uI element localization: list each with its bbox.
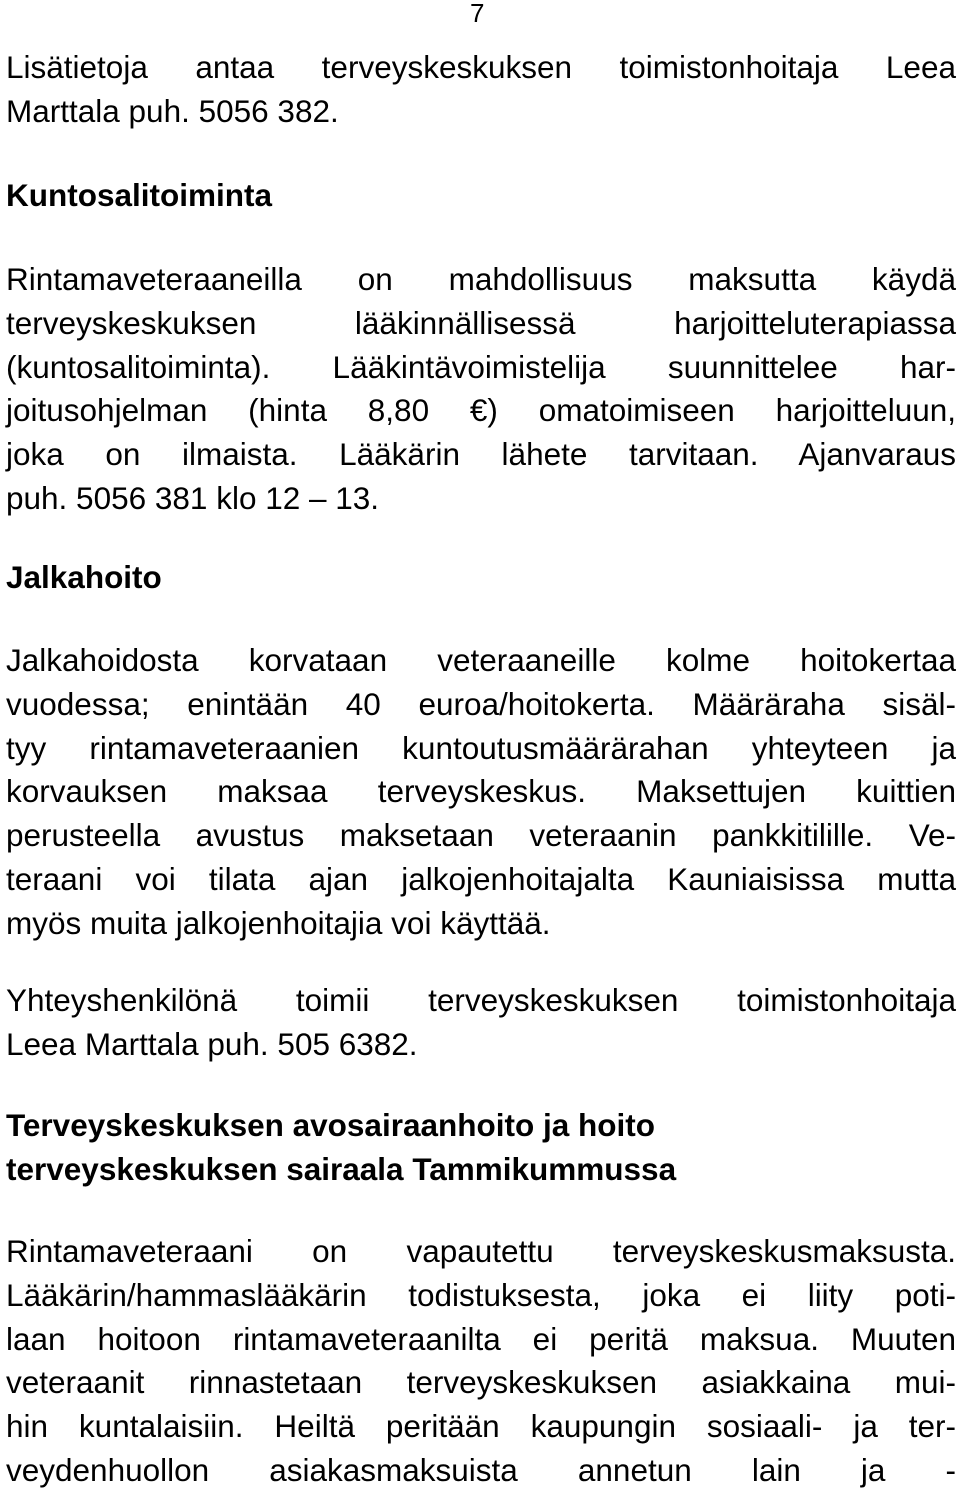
foot-care-line: tyy rintamaveteraanien kuntoutusmäärärahan yhteyteen ja xyxy=(6,729,956,766)
health-center-line: veteraanit rinnastetaan terveyskeskuksen asiakkaina mui- xyxy=(6,1364,956,1401)
foot-care-contact-line: Yhteyshenkilönä toimii terveyskeskuksen toimistonhoitaja xyxy=(6,982,956,1018)
gym-line: terveyskeskuksen lääkinnällisessä harjoitteluterapiassa xyxy=(6,304,956,341)
foot-care-line: vuodessa; enintään 40 euroa/hoitokerta. Määräraha sisäl- xyxy=(6,685,956,722)
foot-care-line: teraani voi tilata ajan jalkojenhoitajalta Kauniaisissa mutta xyxy=(6,860,956,897)
health-center-line: veydenhuollon asiakasmaksuista annetun lain ja - xyxy=(6,1451,956,1488)
intro-line: Marttala puh. 5056 382. xyxy=(6,92,339,129)
gym-line: joka on ilmaista. Lääkärin lähete tarvitaan. Ajanvaraus xyxy=(6,436,956,473)
health-center-heading-line: Terveyskeskuksen avosairaanhoito ja hoito xyxy=(6,1107,655,1143)
gym-paragraph xyxy=(6,258,956,521)
foot-care-line: korvauksen maksaa terveyskeskus. Maksettujen kuittien xyxy=(6,773,956,810)
gym-heading: Kuntosalitoiminta xyxy=(6,177,272,213)
health-center-line: Lääkärin/hammaslääkärin todistuksesta, joka ei liity poti- xyxy=(6,1276,956,1313)
gym-line: puh. 5056 381 klo 12 – 13. xyxy=(6,479,380,516)
foot-care-contact-paragraph xyxy=(6,979,956,1067)
page-number: 7 xyxy=(470,0,485,28)
foot-care-heading: Jalkahoito xyxy=(6,559,162,595)
health-center-paragraph xyxy=(6,1230,956,1493)
health-center-heading xyxy=(6,1104,676,1192)
intro-line: Lisätietoja antaa terveyskeskuksen toimistonhoitaja Leea xyxy=(6,49,956,85)
foot-care-line: Jalkahoidosta korvataan veteraaneille kolme hoitokertaa xyxy=(6,642,956,678)
health-center-line: Rintamaveteraani on vapautettu terveyskeskusmaksusta. xyxy=(6,1233,956,1269)
foot-care-paragraph xyxy=(6,639,956,946)
intro-paragraph xyxy=(6,46,956,134)
health-center-heading-line: terveyskeskuksen sairaala Tammikummussa xyxy=(6,1150,677,1187)
health-center-line: laan hoitoon rintamaveteraanilta ei peritä maksua. Muuten xyxy=(6,1320,956,1357)
health-center-line: hin kuntalaisiin. Heiltä peritään kaupungin sosiaali- ja ter- xyxy=(6,1408,956,1445)
foot-care-contact-line: Leea Marttala puh. 505 6382. xyxy=(6,1025,418,1062)
foot-care-line: perusteella avustus maksetaan veteraanin pankkitilille. Ve- xyxy=(6,817,956,854)
foot-care-line: myös muita jalkojenhoitajia voi käyttää. xyxy=(6,904,551,941)
gym-line: (kuntosalitoiminta). Lääkintävoimistelija suunnittelee har- xyxy=(6,348,956,385)
gym-line: Rintamaveteraaneilla on mahdollisuus maksutta käydä xyxy=(6,261,956,297)
gym-line: joitusohjelman (hinta 8,80 €) omatoimiseen harjoitteluun, xyxy=(6,392,956,429)
